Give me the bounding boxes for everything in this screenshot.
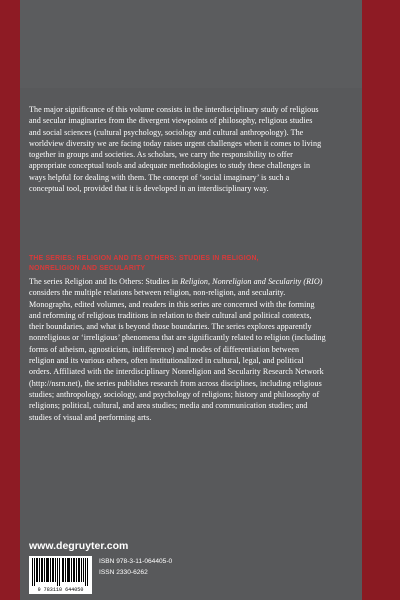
intro-paragraph: The major significance of this volume consists in the interdisciplinary study of religious and secular imaginaries from the divergent viewpoints of philosophy, religious studies and social sciences (cultural psychology, sociology and cultural anthropology). The worldview diversity we are facing today raises urgent challenges when it comes to living together in groups and societies. As scholars, we carry the responsibility to offer appropriate conceptual tools and adequate methodologies to study these challenges in ways helpful for dealing with them. The concept of ‘social imaginary’ is such a conceptual tool, provided that it is developed in an interdisciplinary way. (29, 105, 322, 194)
series-title-italic: Religion, Nonreligion and Secularity (RIO) (180, 277, 323, 286)
right-red-band-lower (362, 520, 400, 600)
publisher-metadata (29, 540, 174, 597)
series-description-lead: The series Religion and Its Others: Studies in (29, 277, 181, 286)
series-description (29, 276, 326, 423)
publisher-url[interactable]: www.degruyter.com (29, 540, 129, 552)
barcode (29, 556, 92, 594)
panel-top-band (20, 0, 362, 88)
issn: ISSN 2330-6262 (99, 569, 148, 576)
series-description-rest: considers the multiple relations between religion, non-religion, and secularity. Monographs, edited volumes, and readers in this series are concerned with the forming and reforming of religious traditions in relation to their cultural and political contexts, their boundaries, and what is beyond those boundaries. The series explores apparently nonreligious or ‘irreligious’ phenomena that are significantly related to religion (including forms of atheism, agnosticism, indifference) and modes of differentiation between religion and its various others, often institutionalized in cultural, legal, and political orders. Affiliated with the interdisciplinary Nonreligion and Secularity Research Network (http://nsrn.net), the series publishes research from across disciplines, including religious studies; anthropology, sociology, and psychology of religions; history and philosophy of religions; political, cultural, and area studies; media and communication studies; and studies of visual and performing arts. (29, 288, 326, 422)
barcode-number: 9 783110 644050 (37, 587, 84, 593)
right-red-band (362, 0, 400, 600)
series-heading: THE SERIES: RELIGION AND ITS OTHERS: STUDIES IN RELIGION, NONRELIGION AND SECULARITY (29, 255, 259, 272)
barcode-bars-icon (31, 558, 90, 586)
isbn: ISBN 978-3-11-064405-0 (99, 558, 173, 565)
